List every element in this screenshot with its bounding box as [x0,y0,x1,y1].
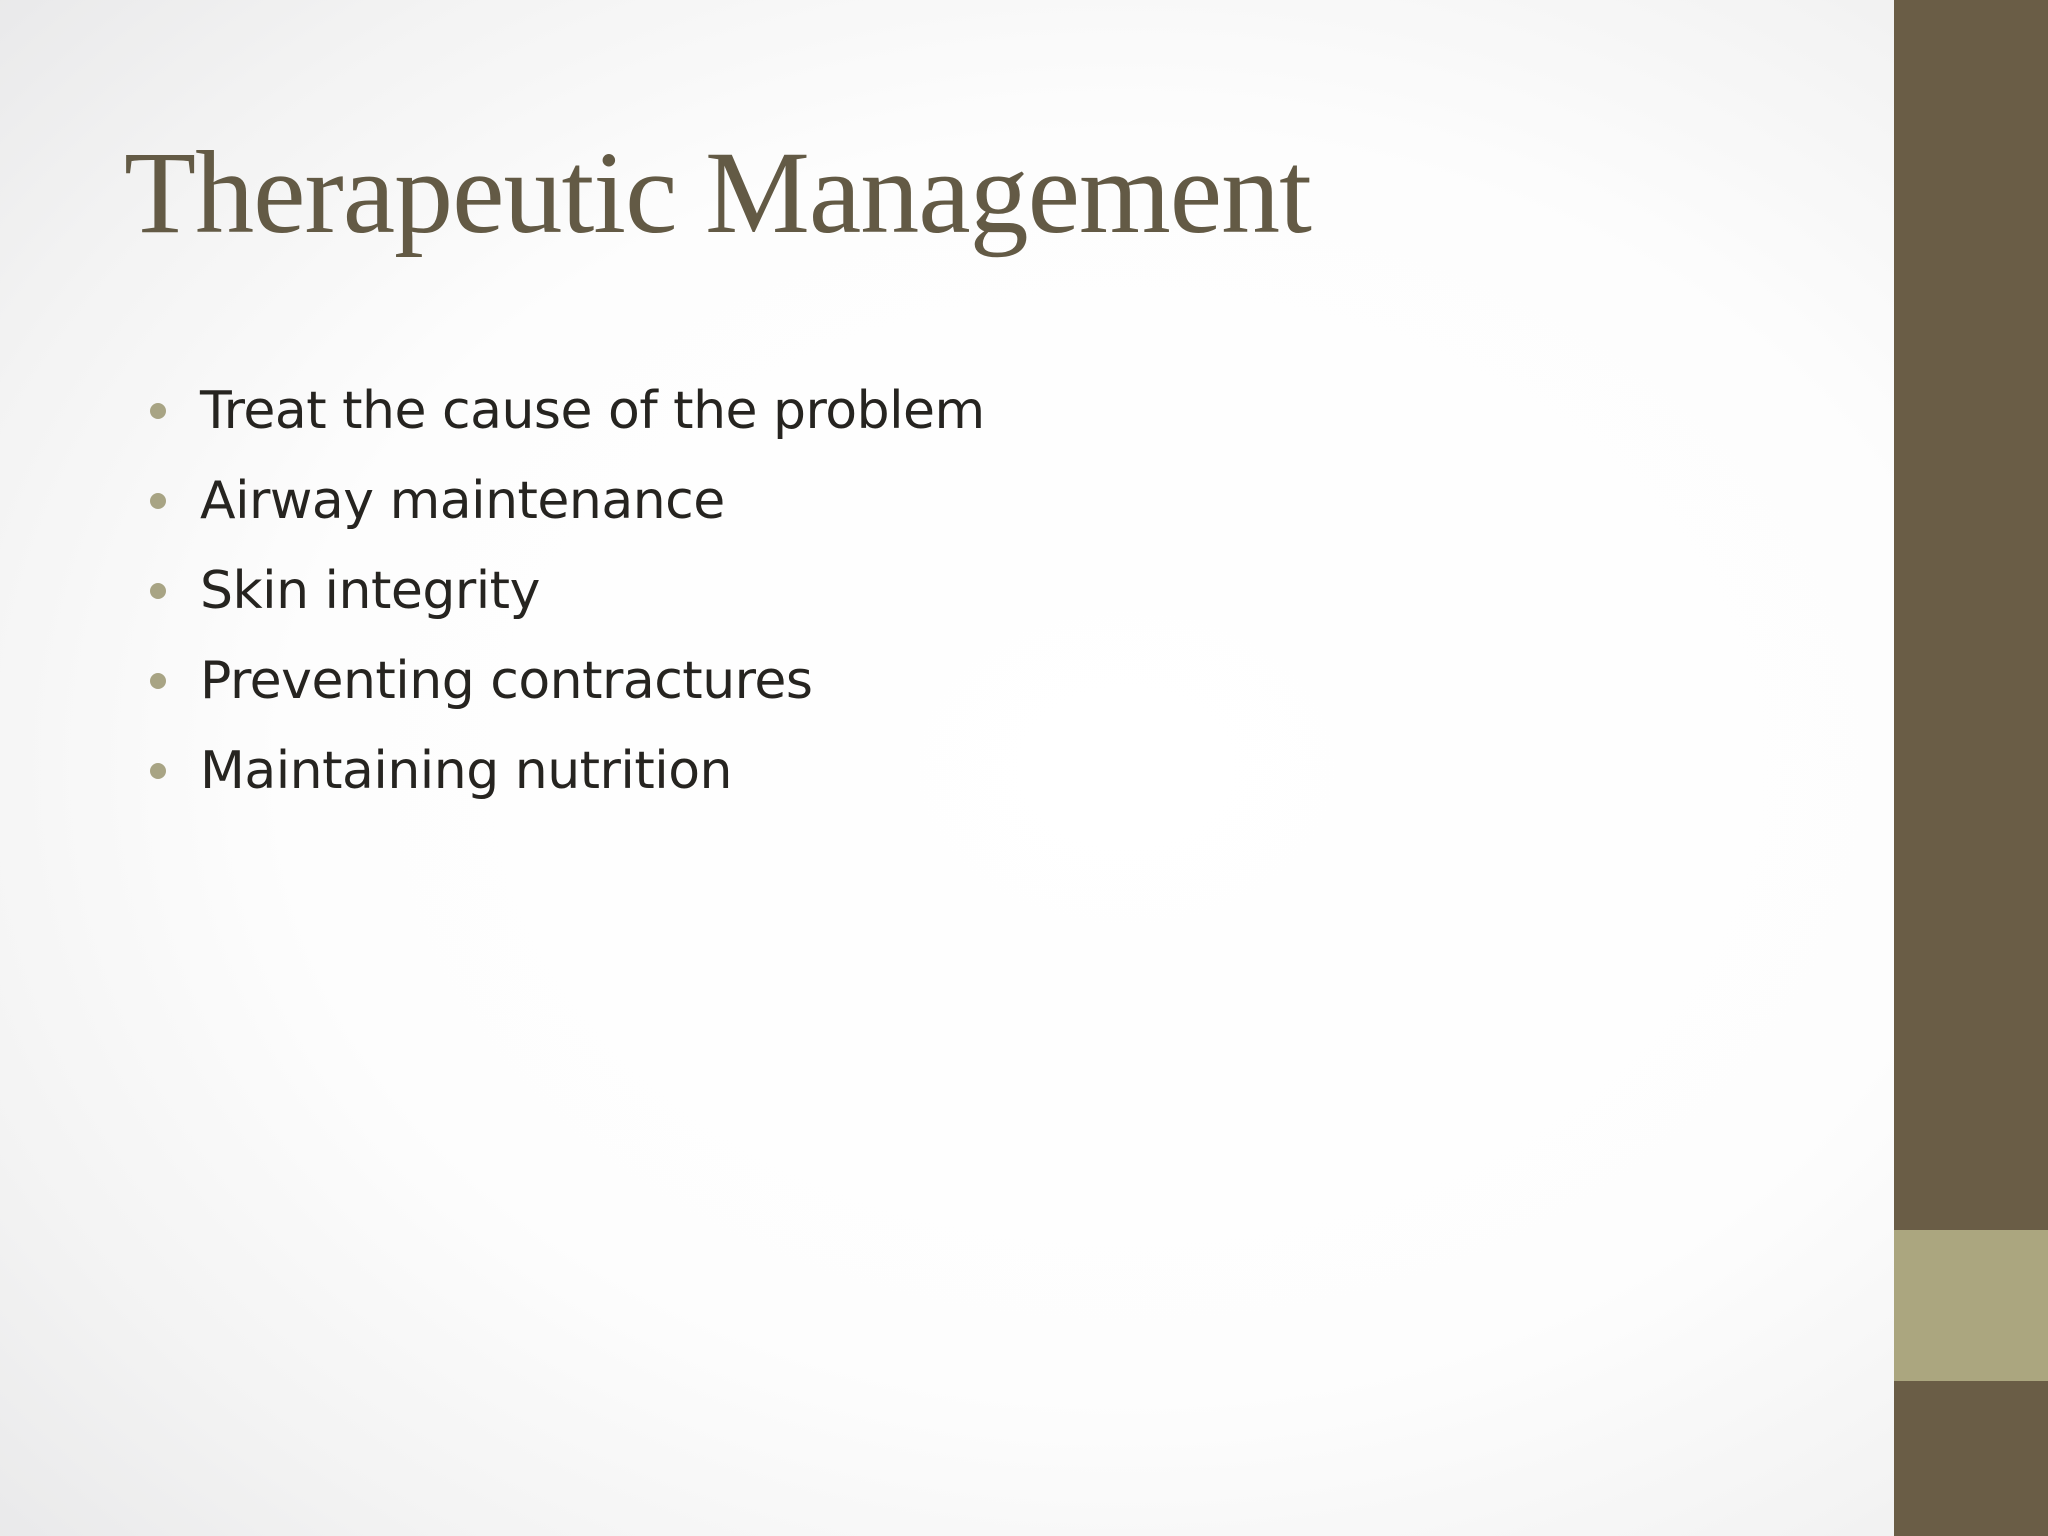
bullet-dot-icon [150,673,166,689]
bullet-dot-icon [150,493,166,509]
list-item [150,636,985,726]
slide-title: Therapeutic Management [124,127,1311,258]
list-item [150,456,985,546]
side-bar-accent [1894,1230,2048,1381]
bullet-text: Maintaining nutrition [200,741,732,801]
bullet-text: Skin integrity [200,561,540,621]
bullet-dot-icon [150,403,166,419]
bullet-list [150,366,985,816]
bullet-text: Airway maintenance [200,471,725,531]
bullet-text: Preventing contractures [200,651,813,711]
list-item [150,726,985,816]
list-item [150,366,985,456]
bullet-dot-icon [150,583,166,599]
list-item [150,546,985,636]
bullet-text: Treat the cause of the problem [200,381,985,441]
bullet-dot-icon [150,763,166,779]
